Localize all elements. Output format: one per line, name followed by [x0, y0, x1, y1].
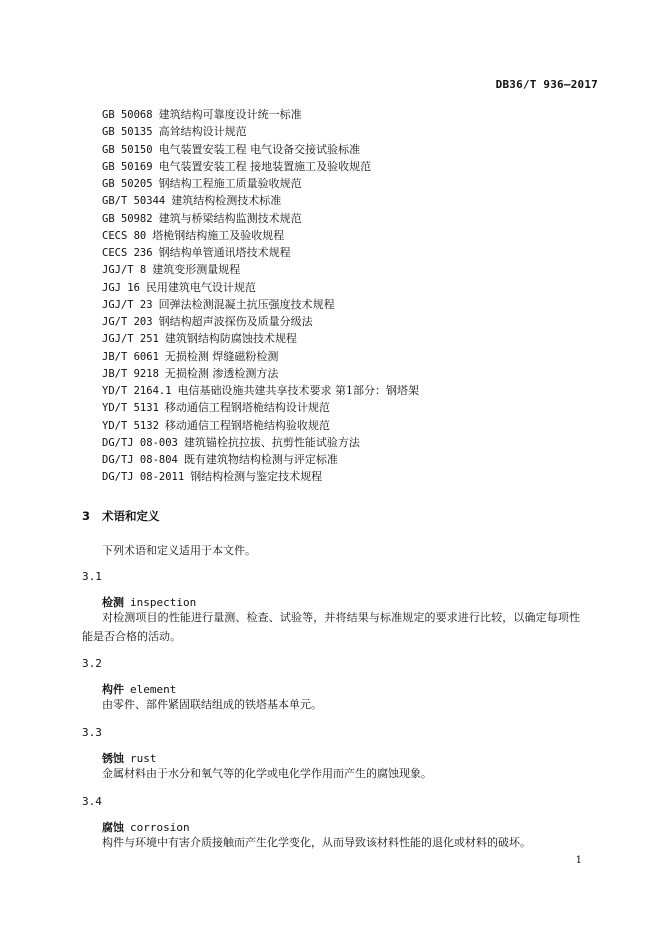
- reference-code: YD/T 5132: [102, 419, 159, 432]
- reference-code: GB/T 50344: [102, 195, 166, 208]
- normative-references-list: [102, 106, 419, 486]
- reference-item: [102, 417, 419, 434]
- reference-code: GB 50068: [102, 109, 153, 121]
- reference-code: DG/TJ 08-003: [102, 436, 178, 449]
- reference-code: GB 50982: [102, 212, 153, 225]
- reference-code: YD/T 2164.1: [102, 385, 172, 397]
- reference-code: JGJ/T 8: [102, 264, 147, 277]
- reference-item: [102, 261, 419, 278]
- term-number: 3.4: [82, 795, 102, 808]
- reference-title: 建筑锚栓抗拉拔、抗剪性能试验方法: [183, 435, 360, 449]
- term-number: 3.2: [82, 657, 102, 670]
- reference-title: 电气装置安装工程 接地装置施工及验收规范: [158, 159, 372, 173]
- term-name-en: inspection: [130, 596, 197, 609]
- reference-item: [102, 382, 419, 399]
- reference-code: DG/TJ 08-2011: [102, 471, 185, 484]
- reference-title: 既有建筑物结构检测与评定标准: [183, 453, 338, 466]
- term-definition: 由零件、部件紧固联结组成的铁塔基本单元。: [102, 698, 322, 711]
- reference-title: 建筑结构可靠度设计统一标准: [158, 108, 302, 121]
- reference-title: 钢结构工程施工质量验收规范: [158, 177, 302, 190]
- reference-code: CECS 236: [102, 247, 153, 259]
- reference-title: 钢结构超声波探伤及质量分级法: [158, 315, 313, 328]
- term-name-zh: 锈蚀: [102, 752, 124, 765]
- reference-title: 电信基础设施共建共享技术要求 第1部分：钢塔架: [177, 384, 420, 397]
- reference-item: [102, 348, 419, 365]
- reference-item: [102, 123, 419, 140]
- reference-title: 民用建筑电气设计规范: [145, 280, 256, 294]
- section-intro: 下列术语和定义适用于本文件。: [102, 544, 256, 557]
- reference-item: [102, 244, 419, 261]
- reference-code: GB 50169: [102, 160, 153, 173]
- reference-title: 回弹法检测混凝土抗压强度技术规程: [158, 297, 335, 311]
- term-name-zh: 检测: [102, 596, 124, 609]
- reference-code: JGJ 16: [102, 281, 140, 294]
- reference-code: JG/T 203: [102, 316, 153, 328]
- reference-item: [102, 365, 419, 382]
- reference-title: 塔桅钢结构施工及验收规程: [152, 228, 285, 242]
- reference-item: [102, 330, 419, 347]
- term-definition: 构件与环境中有害介质接触而产生化学变化，从而导致该材料性能的退化或材料的破坏。: [102, 836, 531, 849]
- reference-code: YD/T 5131: [102, 402, 159, 415]
- reference-code: DG/TJ 08-804: [102, 454, 178, 466]
- reference-title: 钢结构检测与鉴定技术规程: [190, 470, 323, 484]
- reference-code: JB/T 6061: [102, 350, 159, 363]
- term-name-en: rust: [130, 752, 157, 765]
- reference-title: 无损检测 渗透检测方法: [164, 366, 279, 380]
- reference-title: 建筑钢结构防腐蚀技术规程: [164, 332, 297, 346]
- reference-title: 无损检测 焊缝磁粉检测: [164, 349, 279, 363]
- section-title: 术语和定义: [102, 509, 160, 523]
- reference-item: [102, 175, 419, 192]
- reference-title: 建筑与桥梁结构监测技术规范: [158, 211, 302, 225]
- reference-title: 建筑结构检测技术标准: [171, 194, 282, 208]
- reference-title: 电气装置安装工程 电气设备交接试验标准: [158, 142, 361, 156]
- reference-item: [102, 210, 419, 227]
- reference-item: [102, 158, 419, 175]
- standard-code-header: DB36/T 936—2017: [495, 78, 598, 91]
- section-number: 3: [82, 509, 91, 523]
- reference-title: 钢结构单管通讯塔技术规程: [158, 246, 291, 259]
- reference-code: GB 50150: [102, 143, 153, 156]
- page-number: 1: [575, 855, 582, 866]
- section-heading: [82, 508, 160, 524]
- reference-item: [102, 451, 419, 468]
- term-name-en: corrosion: [130, 821, 190, 834]
- term-name-en: element: [130, 683, 177, 696]
- reference-item: [102, 296, 419, 313]
- reference-item: [102, 106, 419, 123]
- term-definition: 对检测项目的性能进行量测、检查、试验等，并将结果与标准规定的要求进行比较，以确定每项性能是否合格的活动。: [82, 611, 580, 643]
- reference-code: CECS 80: [102, 229, 147, 242]
- reference-title: 建筑变形测量规程: [152, 263, 241, 277]
- reference-title: 高耸结构设计规范: [158, 125, 247, 139]
- reference-code: JGJ/T 251: [102, 333, 159, 346]
- term-number: 3.3: [82, 726, 102, 739]
- reference-item: [102, 313, 419, 330]
- reference-code: GB 50135: [102, 126, 153, 139]
- reference-item: [102, 468, 419, 485]
- reference-title: 移动通信工程钢塔桅结构验收规范: [164, 418, 330, 432]
- reference-item: [102, 227, 419, 244]
- reference-item: [102, 279, 419, 296]
- reference-item: [102, 192, 419, 209]
- reference-item: [102, 141, 419, 158]
- reference-item: [102, 399, 419, 416]
- reference-title: 移动通信工程钢塔桅结构设计规范: [164, 401, 330, 415]
- reference-item: [102, 434, 419, 451]
- reference-code: GB 50205: [102, 178, 153, 190]
- term-number: 3.1: [82, 570, 102, 583]
- term-name-zh: 构件: [102, 683, 124, 696]
- reference-code: JGJ/T 23: [102, 298, 153, 311]
- term-name-zh: 腐蚀: [102, 821, 124, 834]
- term-definition: 金属材料由于水分和氧气等的化学或电化学作用而产生的腐蚀现象。: [102, 767, 432, 780]
- reference-code: JB/T 9218: [102, 367, 159, 380]
